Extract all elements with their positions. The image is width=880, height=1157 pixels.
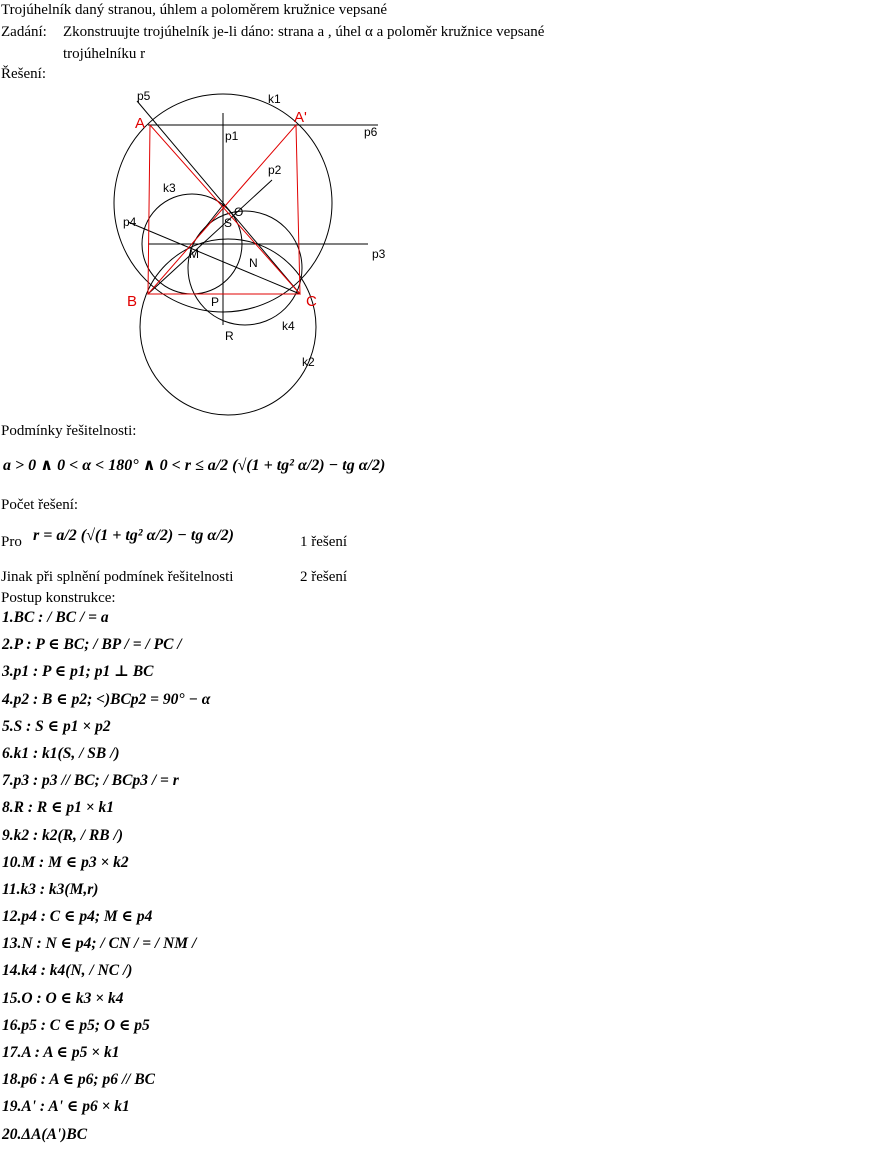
label-A: A <box>135 115 146 132</box>
label-R: R <box>225 329 234 343</box>
solution-label: Řešení: <box>1 66 46 82</box>
step-4: 4.p2 : B ∈ p2; <)BCp2 = 90° − α <box>2 690 211 708</box>
label-N: N <box>249 256 258 270</box>
step-5: 5.S : S ∈ p1 × p2 <box>2 717 111 735</box>
label-C: C <box>306 293 317 310</box>
step-7: 7.p3 : p3 // BC; / BCp3 / = r <box>2 772 179 790</box>
case1-result: 1 řešení <box>300 534 348 550</box>
page-title: Trojúhelník daný stranou, úhlem a poloměrem kružnice vepsané <box>1 2 388 18</box>
step-20: 20.ΔA(A')BC <box>2 1125 88 1143</box>
case1-prefix: Pro <box>1 534 22 550</box>
label-k2: k2 <box>302 355 315 369</box>
case2-text: Jinak při splnění podmínek řešitelnosti <box>1 569 234 585</box>
step-11: 11.k3 : k3(M,r) <box>2 880 99 898</box>
label-S: S <box>224 216 233 230</box>
step-2: 2.P : P ∈ BC; / BP / = / PC / <box>2 636 182 654</box>
assignment-text-continued: trojúhelníku r <box>63 46 146 62</box>
conditions-formula: a > 0 ∧ 0 < α < 180° ∧ 0 < r ≤ a/2 (√(1 + tg² α/2) − tg α/2) <box>3 457 386 474</box>
label-p3: p3 <box>372 247 386 261</box>
label-k4: k4 <box>282 319 295 333</box>
label-k1: k1 <box>268 92 281 106</box>
step-8: 8.R : R ∈ p1 × k1 <box>2 799 115 817</box>
label-P: P <box>211 295 220 309</box>
solution-count-label: Počet řešení: <box>1 497 79 513</box>
label-k3: k3 <box>163 181 176 195</box>
label-p6: p6 <box>364 125 378 139</box>
step-3: 3.p1 : P ∈ p1; p1 ⊥ BC <box>2 663 154 681</box>
construction-steps <box>2 609 210 1153</box>
label-p5: p5 <box>137 89 151 103</box>
step-10: 10.M : M ∈ p3 × k2 <box>2 853 129 871</box>
step-12: 12.p4 : C ∈ p4; M ∈ p4 <box>2 908 153 926</box>
label-B: B <box>127 293 138 310</box>
step-15: 15.O : O ∈ k3 × k4 <box>2 989 124 1007</box>
step-13: 13.N : N ∈ p4; / CN / = / NM / <box>2 935 197 953</box>
label-O: O <box>234 205 244 219</box>
label-p2: p2 <box>268 163 282 177</box>
label-p1: p1 <box>225 129 239 143</box>
assignment-text: Zkonstruujte trojúhelník je-li dáno: strana a , úhel α a poloměr kružnice vepsané <box>63 24 545 40</box>
label-A-prime: A' <box>294 109 307 126</box>
assignment-label: Zadání: <box>1 24 47 40</box>
case2-result: 2 řešení <box>300 569 348 585</box>
label-M: M <box>189 247 199 261</box>
construction-figure <box>0 0 880 430</box>
step-18: 18.p6 : A ∈ p6; p6 // BC <box>2 1071 155 1089</box>
step-17: 17.A : A ∈ p5 × k1 <box>2 1044 120 1061</box>
step-14: 14.k4 : k4(N, / NC /) <box>2 962 133 980</box>
case1-formula: r = a/2 (√(1 + tg² α/2) − tg α/2) <box>33 527 234 544</box>
construction-label: Postup konstrukce: <box>1 590 116 606</box>
line-p5 <box>137 101 300 294</box>
step-1: 1.BC : / BC / = a <box>2 609 109 626</box>
step-16: 16.p5 : C ∈ p5; O ∈ p5 <box>2 1016 150 1034</box>
step-6: 6.k1 : k1(S, / SB /) <box>2 744 120 762</box>
label-p4: p4 <box>123 215 137 229</box>
conditions-label: Podmínky řešitelnosti: <box>1 423 137 439</box>
step-9: 9.k2 : k2(R, / RB /) <box>2 826 123 844</box>
step-19: 19.A' : A' ∈ p6 × k1 <box>2 1098 130 1116</box>
